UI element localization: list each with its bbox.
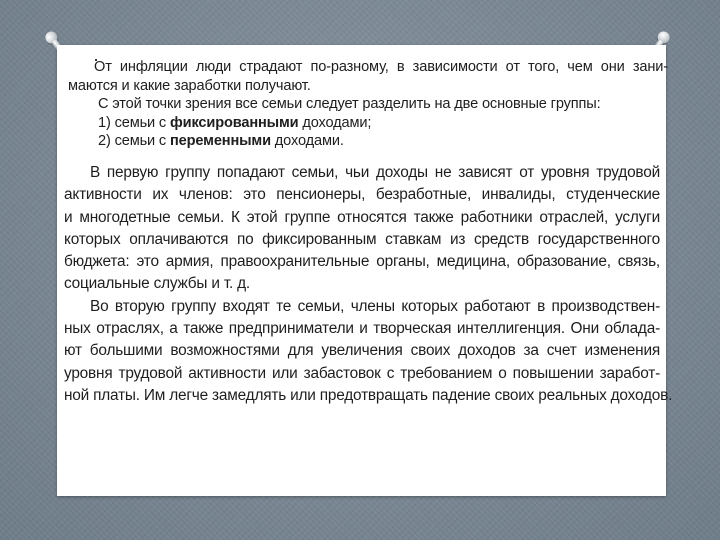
intro-line: От инфляции люди страдают по-разному, в зависимости от того, чем они зани- bbox=[94, 59, 668, 75]
paragraph-line: В первую группу попадают семьи, чьи доходы не зависят от уровня трудовой bbox=[90, 164, 660, 181]
list-item: 2) семьи с переменными доходами. bbox=[98, 133, 344, 150]
intro-line: С этой точки зрения все семьи следует разделить на две основные группы: bbox=[98, 96, 601, 113]
paragraph-line: активности их членов: это пенсионеры, безработные, инвалиды, студенческие bbox=[64, 186, 660, 204]
list-item-emphasis: переменными bbox=[170, 133, 271, 150]
paragraph-line: Во вторую группу входят те семьи, члены которых работают в производствен- bbox=[90, 297, 660, 315]
paragraph-line: и многодетные семьи. К этой группе относятся также работники отраслей, услуги bbox=[64, 208, 660, 226]
paragraph-line: ных отраслях, а также предприниматели и творческая интеллигенция. Они облада- bbox=[64, 320, 660, 338]
paragraph-line: бюджета: это армия, правоохранительные органы, медицина, образование, связь, bbox=[64, 253, 660, 271]
intro-line: маются и какие заработки получают. bbox=[68, 77, 311, 94]
paragraph-line: уровня трудовой активности или забастовок с требованием о повышении заработ- bbox=[64, 364, 660, 382]
intro-block bbox=[68, 58, 668, 151]
paragraph-line: ной платы. Им легче замедлять или предотвращать падение своих реальных доходов. bbox=[64, 386, 673, 404]
main-text bbox=[64, 162, 673, 407]
list-item-emphasis: фиксированными bbox=[170, 114, 299, 131]
paragraph-line: которых оплачиваются по фиксированным ставкам из средств государственного bbox=[64, 230, 660, 248]
paragraph-line: ют большими возможностями для увеличения своих доходов за счет изменения bbox=[64, 342, 660, 360]
paragraph-line: социальные службы и т. д. bbox=[64, 275, 250, 293]
list-item: 1) семьи с фиксированными доходами; bbox=[98, 114, 372, 131]
